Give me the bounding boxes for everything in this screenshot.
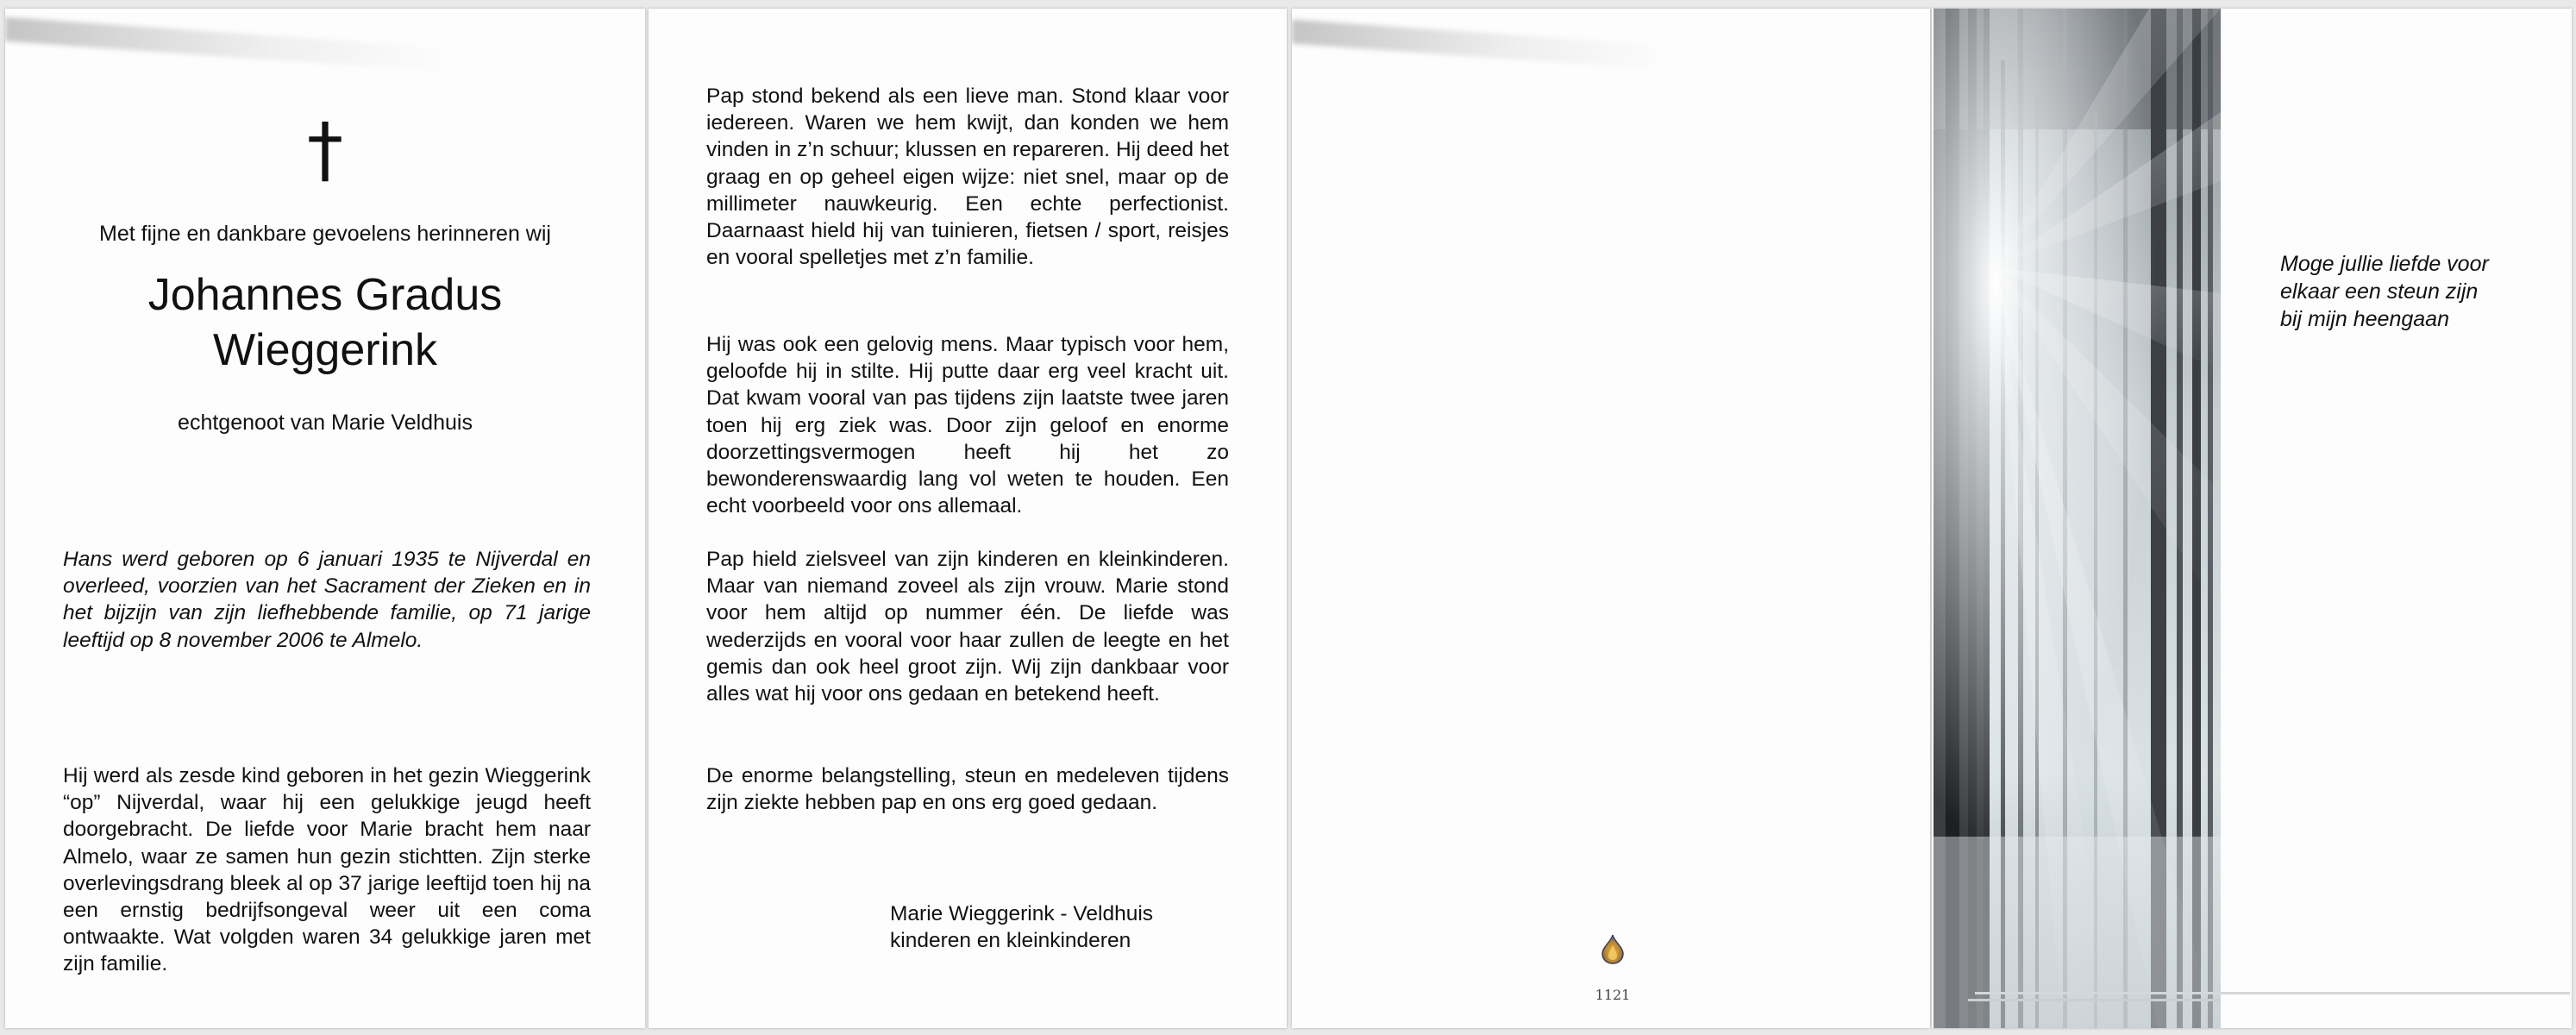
bottom-rule (1975, 992, 2570, 994)
card-panel-left (5, 9, 645, 1028)
card-panel-back (1292, 9, 1930, 1028)
memorial-quote (2280, 250, 2539, 333)
name-line-2: Wieggerink (212, 325, 438, 375)
paragraph-character: Pap stond bekend als een lieve man. Stond klaar voor iedereen. Waren we hem kwijt, dan konden we hem vinden in z’n schuur; klussen en repareren. Hij deed het graag en op geheel eigen wijze: niet snel, maar op de millimeter nauwkeurig. Een echte perfectionist. Daarnaast hield hij van tuinieren, fietsen / sport, reisjes en vooral spelletjes met z’n familie. (706, 85, 1229, 270)
paragraph-faith: Hij was ook een gelovig mens. Maar typisch voor hem, geloofde hij in stilte. Hij putte daar erg veel kracht uit. Dat kwam vooral van pas tijdens zijn laatste twee jaren toen hij erg ziek was. Door zijn geloof en enorme doorzettingsvermogen heeft hij het zo bewonderenswaardig lang vol weten te houden. Een echt voorbeeld voor ons allemaal. (706, 333, 1229, 518)
signature-line-2: kinderen en kleinkinderen (890, 929, 1131, 952)
paper-glare (5, 17, 454, 72)
life-paragraph: Hij werd als zesde kind geboren in het gezin Wieggerink “op” Nijverdal, waar hij een gelukkige jeugd heeft doorgebracht. De liefde voor Marie bracht hem naar Almelo, waar ze samen hun gezin stichtten. Zijn sterke overlevingsdrang bleek al op 37 jarige leeftijd toen hij na een ernstig bedrijfsongeval weer uit een coma ontwaakte. Wat volgden waren 34 gelukkige jaren met zijn familie. (63, 764, 591, 976)
intro-text: Met fijne en dankbare gevoelens herinneren wij (99, 222, 551, 246)
name-line-1: Johannes Gradus (147, 270, 503, 320)
forest-sunbeams-photo (1934, 9, 2221, 1028)
signature (890, 900, 1200, 954)
paragraph-thanks: De enorme belangstelling, steun en medeleven tijdens zijn ziekte hebben pap en ons erg goed gedaan. (706, 764, 1229, 815)
birth-paragraph: Hans werd geboren op 6 januari 1935 te Nijverdal en overleed, voorzien van het Sacrament der Zieken en in het bijzijn van zijn liefhebbende familie, op 71 jarige leeftijd op 8 november 2006 te Almelo. (63, 548, 591, 652)
quote-line-1: Moge jullie liefde voor (2280, 252, 2489, 276)
spouse-text: echtgenoot van Marie Veldhuis (178, 411, 473, 435)
paper-glare (1292, 20, 1671, 71)
card-panel-middle (649, 9, 1287, 1028)
cross-icon: † (307, 107, 343, 191)
signature-line-1: Marie Wieggerink - Veldhuis (890, 902, 1154, 925)
flame-drop-icon (1600, 933, 1626, 964)
print-number: 1121 (1595, 987, 1631, 1003)
quote-line-2: elkaar een steun zijn (2280, 279, 2479, 304)
paragraph-family: Pap hield zielsveel van zijn kinderen en kleinkinderen. Maar van niemand zoveel als zijn vrouw. Marie stond voor hem altijd op nummer één. De liefde was wederzijds en vooral voor haar zullen de leegte en het gemis dan ook heel groot zijn. Wij zijn dankbaar voor alles wat hij voor ons gedaan en betekend heeft. (706, 548, 1229, 706)
quote-line-3: bij mijn heengaan (2280, 307, 2449, 331)
deceased-name (5, 267, 645, 378)
